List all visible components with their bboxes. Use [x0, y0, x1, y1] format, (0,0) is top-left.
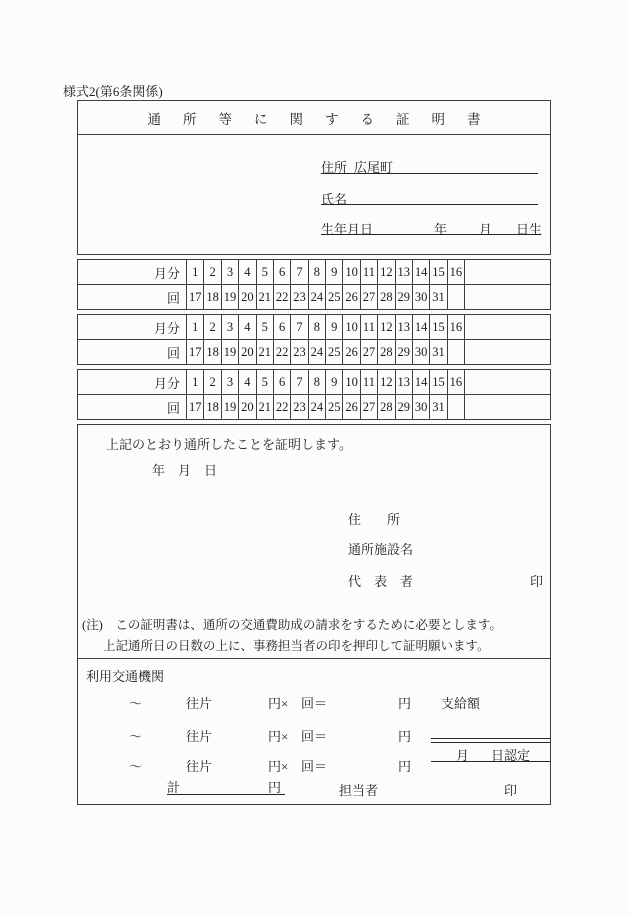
day-number-cell: 15 — [430, 370, 447, 395]
certify-month-label: 月 — [456, 748, 470, 763]
day-number-cell: 14 — [412, 370, 429, 395]
row-label-cell: 回 — [78, 340, 187, 365]
day-number-cell: 15 — [430, 315, 447, 340]
certification-statement: 上記のとおり通所したことを証明します。 — [106, 437, 352, 452]
day-number-cell: 13 — [395, 370, 412, 395]
day-number-cell: 1 — [187, 315, 204, 340]
day-number-cell: 7 — [291, 370, 308, 395]
row-label-cell: 回 — [78, 395, 187, 420]
day-number-cell: 2 — [204, 370, 221, 395]
count-unit-label: 回＝ — [301, 759, 328, 774]
day-number-cell: 7 — [291, 260, 308, 285]
day-number-cell: 25 — [326, 395, 343, 420]
day-number-cell: 4 — [239, 260, 256, 285]
attendance-table-2 — [77, 314, 551, 365]
form-number-label: 様式2(第6条関係) — [63, 84, 163, 99]
day-number-cell: 12 — [378, 260, 395, 285]
day-number-cell: 19 — [221, 340, 238, 365]
day-number-cell: 24 — [308, 285, 325, 310]
attendance-table-1 — [77, 259, 551, 310]
grant-total-rule — [431, 738, 550, 743]
day-number-cell: 1 — [187, 370, 204, 395]
day-number-cell: 17 — [187, 395, 204, 420]
birth-day-label: 日生 — [516, 222, 543, 237]
applicant-birthdate-field — [321, 219, 541, 235]
day-number-cell: 26 — [343, 285, 360, 310]
route-range-mark: ～ — [129, 759, 143, 774]
day-number-cell: 24 — [308, 395, 325, 420]
day-number-cell: 19 — [221, 395, 238, 420]
applicant-name-field — [321, 189, 538, 205]
day-number-cell: 30 — [412, 395, 429, 420]
header-box — [77, 100, 551, 255]
day-number-cell: 30 — [412, 340, 429, 365]
blank-entry-cell — [465, 395, 551, 420]
day-number-cell: 31 — [430, 285, 447, 310]
day-number-cell — [447, 285, 464, 310]
day-number-cell: 13 — [395, 315, 412, 340]
day-number-cell: 18 — [204, 395, 221, 420]
day-number-cell: 11 — [360, 260, 377, 285]
day-number-cell: 2 — [204, 315, 221, 340]
day-number-cell: 12 — [378, 315, 395, 340]
total-yen-label: 円 — [267, 780, 281, 795]
day-number-cell: 5 — [256, 315, 273, 340]
day-number-cell: 5 — [256, 260, 273, 285]
day-number-cell: 10 — [343, 260, 360, 285]
day-number-cell: 22 — [273, 395, 290, 420]
day-number-cell: 3 — [221, 370, 238, 395]
yen-label: 円 — [398, 759, 412, 774]
fare-unit-label: 円× — [268, 759, 289, 774]
count-unit-label: 回＝ — [301, 729, 328, 744]
day-number-cell: 29 — [395, 340, 412, 365]
attendance-row — [78, 340, 551, 365]
day-number-cell: 22 — [273, 340, 290, 365]
day-number-cell: 20 — [239, 395, 256, 420]
day-number-cell: 19 — [221, 285, 238, 310]
day-number-cell: 10 — [343, 370, 360, 395]
day-number-cell: 20 — [239, 340, 256, 365]
day-number-cell: 22 — [273, 285, 290, 310]
blank-entry-cell — [465, 340, 551, 365]
note-line-1: (注) この証明書は、通所の交通費助成の請求をするために必要とします。 — [82, 618, 502, 632]
day-number-cell: 12 — [378, 370, 395, 395]
day-number-cell: 15 — [430, 260, 447, 285]
day-number-cell: 8 — [308, 370, 325, 395]
attendance-table-3 — [77, 369, 551, 420]
day-number-cell: 13 — [395, 260, 412, 285]
day-number-cell: 10 — [343, 315, 360, 340]
row-label-cell: 月分 — [78, 315, 187, 340]
day-number-cell: 16 — [447, 260, 464, 285]
grant-amount-label: 支給額 — [441, 696, 481, 711]
day-number-cell: 27 — [360, 285, 377, 310]
fare-unit-label: 円× — [268, 696, 289, 711]
day-number-cell: 3 — [221, 260, 238, 285]
count-unit-label: 回＝ — [301, 696, 328, 711]
day-number-cell: 6 — [273, 260, 290, 285]
day-number-cell: 20 — [239, 285, 256, 310]
facility-address-label: 住 所 — [348, 512, 401, 527]
day-number-cell: 11 — [360, 315, 377, 340]
day-number-cell: 16 — [447, 370, 464, 395]
day-number-cell: 24 — [308, 340, 325, 365]
day-number-cell: 31 — [430, 395, 447, 420]
leg-label: 往片 — [186, 729, 213, 744]
document-title: 通所等に関する証明書 — [78, 101, 550, 135]
leg-label: 往片 — [186, 696, 213, 711]
facility-name-label: 通所施設名 — [348, 542, 414, 557]
day-number-cell: 29 — [395, 395, 412, 420]
day-number-cell: 21 — [256, 340, 273, 365]
attendance-row — [78, 395, 551, 420]
day-number-cell: 23 — [291, 285, 308, 310]
attendance-row — [78, 260, 551, 285]
transport-section-label: 利用交通機関 — [86, 669, 165, 684]
birthdate-label: 生年月日 — [321, 222, 374, 237]
route-range-mark: ～ — [129, 696, 143, 711]
day-number-cell: 30 — [412, 285, 429, 310]
day-number-cell: 14 — [412, 260, 429, 285]
yen-label: 円 — [398, 696, 412, 711]
attendance-row — [78, 285, 551, 310]
representative-label: 代 表 者 — [348, 574, 414, 589]
birth-year-label: 年 — [434, 222, 448, 237]
representative-seal-label: 印 — [530, 574, 544, 589]
staff-label: 担当者 — [339, 783, 379, 798]
day-number-cell: 6 — [273, 370, 290, 395]
blank-entry-cell — [465, 370, 551, 395]
day-number-cell: 26 — [343, 395, 360, 420]
certify-day-label: 日認定 — [491, 748, 531, 763]
day-number-cell: 11 — [360, 370, 377, 395]
day-number-cell: 14 — [412, 315, 429, 340]
day-number-cell: 5 — [256, 370, 273, 395]
day-number-cell: 4 — [239, 370, 256, 395]
row-label-cell: 月分 — [78, 370, 187, 395]
day-number-cell — [447, 395, 464, 420]
row-label-cell: 月分 — [78, 260, 187, 285]
yen-label: 円 — [398, 729, 412, 744]
staff-seal-label: 印 — [504, 783, 518, 798]
certification-box — [77, 424, 551, 805]
day-number-cell: 27 — [360, 395, 377, 420]
blank-entry-cell — [465, 315, 551, 340]
certify-date-underline — [431, 745, 550, 762]
attendance-row — [78, 315, 551, 340]
day-number-cell: 17 — [187, 285, 204, 310]
day-number-cell: 8 — [308, 260, 325, 285]
day-number-cell: 16 — [447, 315, 464, 340]
day-number-cell: 21 — [256, 395, 273, 420]
address-value: 広尾町 — [354, 160, 394, 175]
day-number-cell: 29 — [395, 285, 412, 310]
section-divider — [78, 658, 550, 659]
attendance-row — [78, 370, 551, 395]
day-number-cell: 17 — [187, 340, 204, 365]
route-range-mark: ～ — [129, 729, 143, 744]
day-number-cell: 7 — [291, 315, 308, 340]
day-number-cell: 23 — [291, 395, 308, 420]
day-number-cell: 4 — [239, 315, 256, 340]
day-number-cell: 28 — [378, 340, 395, 365]
day-number-cell — [447, 340, 464, 365]
day-number-cell: 2 — [204, 260, 221, 285]
address-label: 住所 — [321, 160, 348, 175]
day-number-cell: 21 — [256, 285, 273, 310]
day-number-cell: 31 — [430, 340, 447, 365]
day-number-cell: 9 — [326, 315, 343, 340]
blank-entry-cell — [465, 260, 551, 285]
fare-unit-label: 円× — [268, 729, 289, 744]
day-number-cell: 18 — [204, 340, 221, 365]
day-number-cell: 23 — [291, 340, 308, 365]
day-number-cell: 18 — [204, 285, 221, 310]
day-number-cell: 25 — [326, 285, 343, 310]
day-number-cell: 9 — [326, 260, 343, 285]
leg-label: 往片 — [186, 759, 213, 774]
day-number-cell: 28 — [378, 285, 395, 310]
applicant-address-field — [321, 157, 538, 174]
day-number-cell: 26 — [343, 340, 360, 365]
day-number-cell: 9 — [326, 370, 343, 395]
day-number-cell: 28 — [378, 395, 395, 420]
day-number-cell: 25 — [326, 340, 343, 365]
day-number-cell: 27 — [360, 340, 377, 365]
day-number-cell: 8 — [308, 315, 325, 340]
birth-month-label: 月 — [479, 222, 493, 237]
note-line-2: 上記通所日の日数の上に、事務担当者の印を押印して証明願います。 — [103, 639, 490, 653]
row-label-cell: 回 — [78, 285, 187, 310]
day-number-cell: 3 — [221, 315, 238, 340]
day-number-cell: 1 — [187, 260, 204, 285]
total-label: 計 — [167, 780, 181, 795]
fare-total-field — [167, 777, 285, 795]
certification-date-line: 年 月 日 — [152, 463, 218, 478]
name-label: 氏名 — [321, 192, 348, 207]
blank-entry-cell — [465, 285, 551, 310]
day-number-cell: 6 — [273, 315, 290, 340]
